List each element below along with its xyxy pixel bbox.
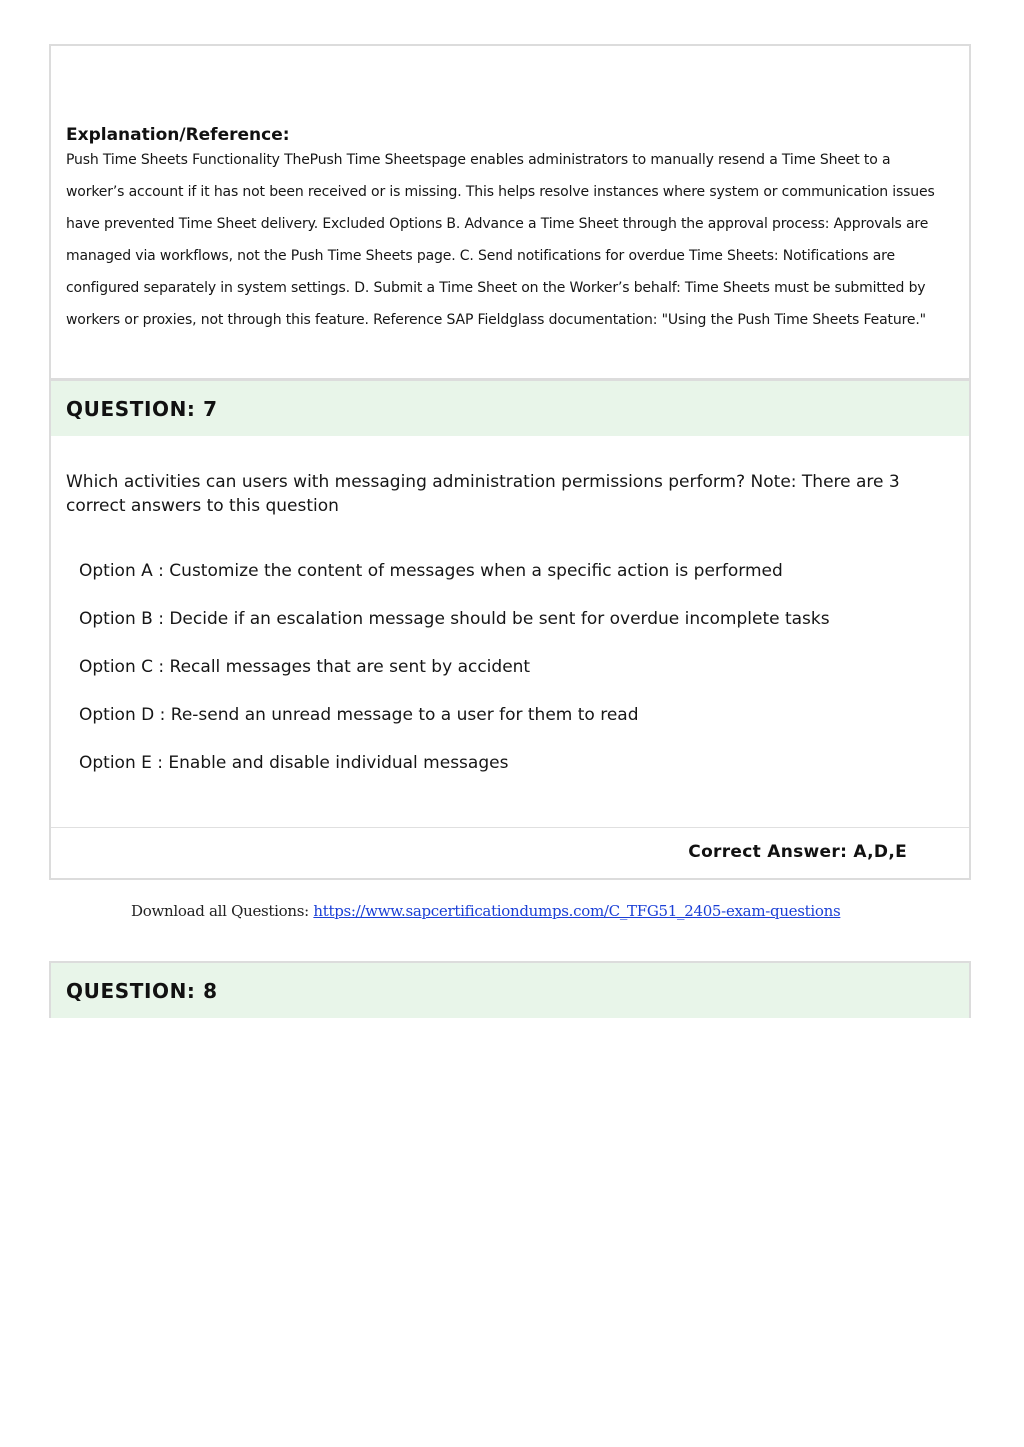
option-c: Option C : Recall messages that are sent by accident (79, 657, 531, 677)
download-line (131, 900, 840, 922)
options-list (79, 559, 830, 799)
question-7-text: Which activities can users with messaging administration permissions perform? Note: There are 3 correct answers to this question (66, 472, 900, 516)
correct-answer: Correct Answer: A,D,E (688, 842, 907, 862)
download-label: Download all Questions: (131, 902, 314, 920)
question-8-title: QUESTION: 8 (66, 979, 218, 1003)
explanation-heading: Explanation/Reference: (66, 125, 290, 145)
option-e: Option E : Enable and disable individual messages (79, 753, 509, 773)
option-d: Option D : Re-send an unread message to a user for them to read (79, 705, 639, 725)
question-7-header (51, 381, 969, 436)
option-b: Option B : Decide if an escalation message should be sent for overdue incomplete tasks (79, 609, 830, 629)
explanation-card (49, 44, 971, 380)
option-a: Option A : Customize the content of messages when a specific action is performed (79, 561, 783, 581)
correct-answer-row (51, 827, 969, 881)
question-7-card (49, 379, 971, 880)
download-link[interactable]: https://www.sapcertificationdumps.com/C_TFG51_2405-exam-questions (313, 902, 841, 920)
question-8-card (49, 961, 971, 1018)
question-7-title: QUESTION: 7 (66, 397, 218, 421)
question-8-header (51, 963, 969, 1018)
explanation-body: Push Time Sheets Functionality ThePush Time Sheetspage enables administrators to manually resend a Time Sheet to a worker’s account if it has not been received or is missing. This helps resolve instances where system or communication issues have prevented Time Sheet delivery. Excluded Options B. Advance a Time Sheet through the approval process: Approvals are managed via workflows, not the Push Time Sheets page. C. Send notifications for overdue Time Sheets: Notifications are configured separately in system settings. D. Submit a Time Sheet on the Worker’s behalf: Time Sheets must be submitted by workers or proxies, not through this feature. Reference SAP Fieldglass documentation: "Using the Push Time Sheets Feature." (66, 152, 935, 328)
